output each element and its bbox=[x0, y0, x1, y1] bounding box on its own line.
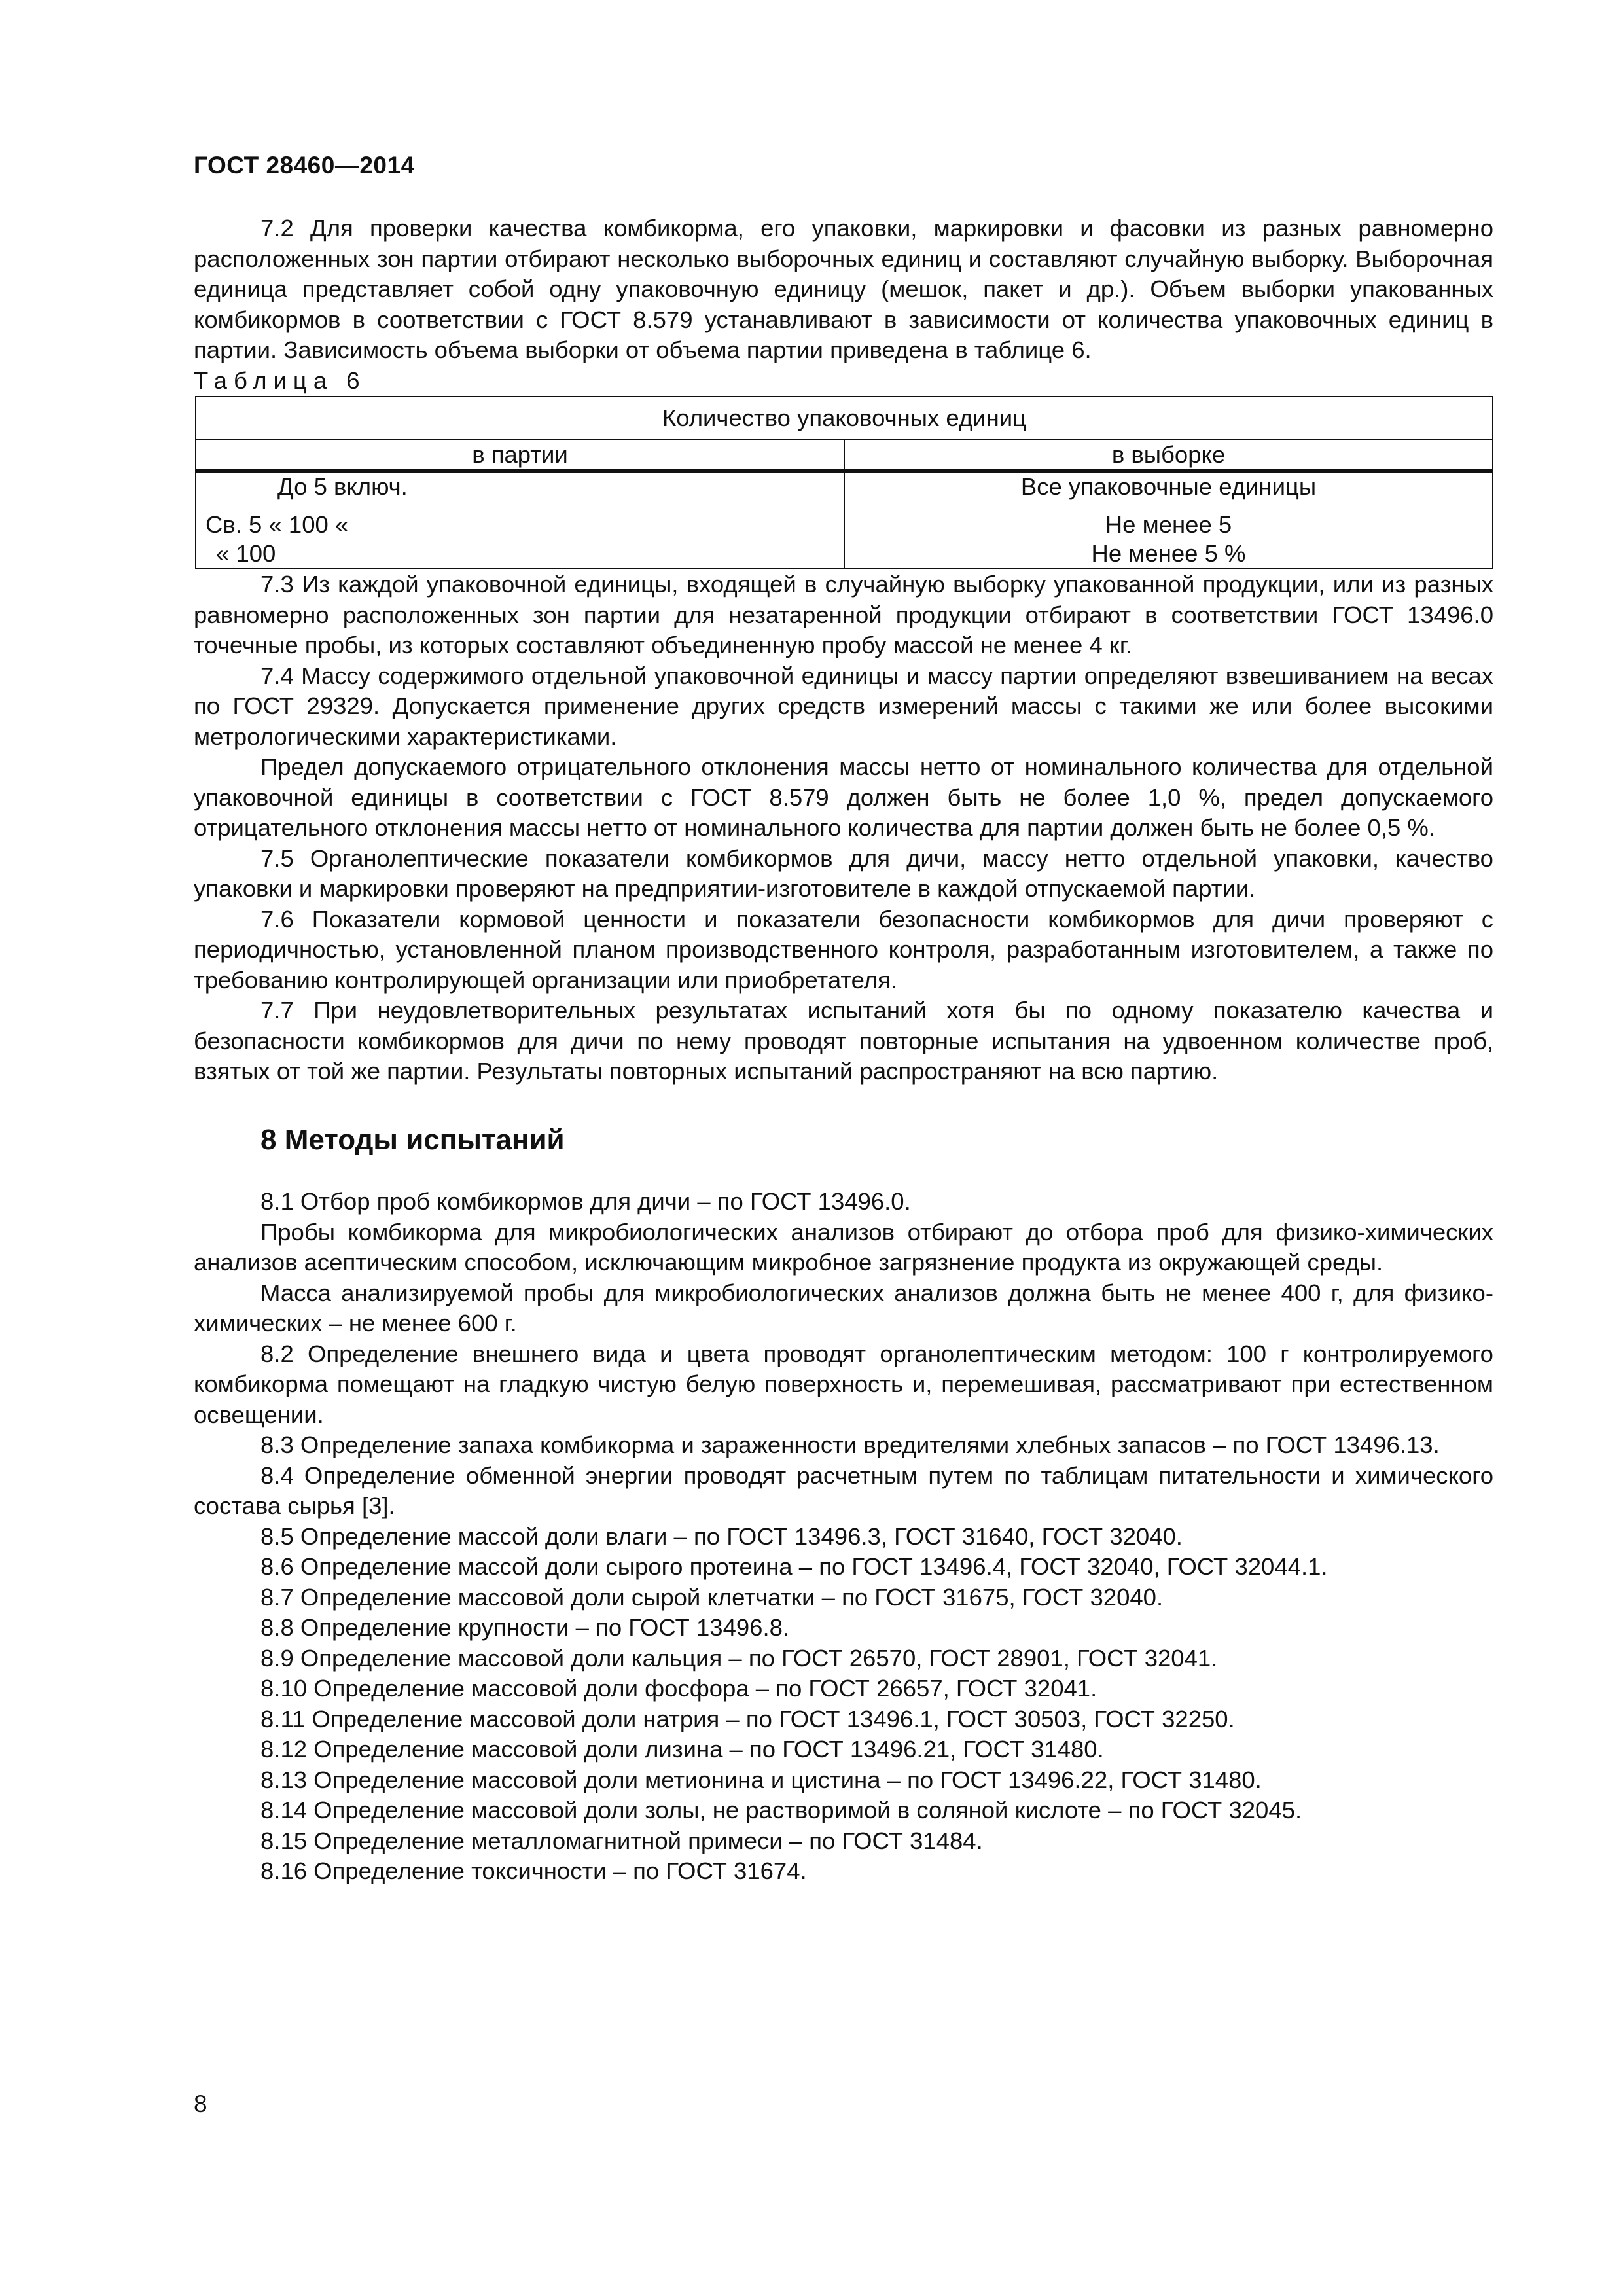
paragraph-7-3: 7.3 Из каждой упаковочной единицы, входящей в случайную выборку упакованной продукции, или из разных равномерно расположенных зон партии для незатаренной продукции отбирают в соответствии ГОСТ 13496.0 точечные пробы, из которых составляют объединенную пробу массой не менее 4 кг. bbox=[194, 571, 1493, 658]
paragraph-7-5: 7.5 Органолептические показатели комбикормов для дичи, массу нетто отдельной упаковки, качество упаковки и маркировки проверяют на предприятии-изготовителе в каждой отпускаемой партии. bbox=[194, 844, 1493, 902]
paragraph-7-6: 7.6 Показатели кормовой ценности и показатели безопасности комбикормов для дичи проверяют с периодичностью, установленной планом производственного контроля, разработанным изготовителем, а также по требованию контролирующей организации или приобретателя. bbox=[194, 905, 1493, 994]
table-row bbox=[196, 539, 1493, 569]
paragraph-8-6: 8.6 Определение массой доли сырого протеина – по ГОСТ 13496.4, ГОСТ 32040, ГОСТ 32044.1. bbox=[260, 1553, 1328, 1580]
paragraph-7-7: 7.7 При неудовлетворительных результатах испытаний хотя бы по одному показателю качества и безопасности комбикормов для дичи по нему проводят повторные испытания на удвоенном количестве проб, взятых от той же партии. Результаты повторных испытаний распространяют на всю партию. bbox=[194, 997, 1493, 1085]
paragraph-8-1: 8.1 Отбор проб комбикормов для дичи – по ГОСТ 13496.0. bbox=[260, 1188, 911, 1215]
table-row bbox=[196, 471, 1493, 502]
paragraph-8-12: 8.12 Определение массовой доли лизина – по ГОСТ 13496.21, ГОСТ 31480. bbox=[260, 1736, 1104, 1763]
table-row bbox=[196, 501, 1493, 539]
paragraph-8-8: 8.8 Определение крупности – по ГОСТ 13496.8. bbox=[260, 1614, 790, 1641]
paragraph-8-16: 8.16 Определение токсичности – по ГОСТ 31674. bbox=[260, 1857, 807, 1884]
table-cell-sample: Все упаковочные единицы bbox=[844, 471, 1493, 502]
table-cell-sample: Не менее 5 bbox=[844, 501, 1493, 539]
document-header: ГОСТ 28460—2014 bbox=[194, 152, 415, 179]
paragraph-8-4: 8.4 Определение обменной энергии проводят расчетным путем по таблицам питательности и химического состава сырья [3]. bbox=[194, 1462, 1493, 1519]
paragraph-7-4: 7.4 Массу содержимого отдельной упаковочной единицы и массу партии определяют взвешиванием на весах по ГОСТ 29329. Допускается применение других средств измерений массы с такими же или более высокими метрологическими характеристиками. bbox=[194, 662, 1493, 750]
paragraph-7-4-limit: Предел допускаемого отрицательного отклонения массы нетто от номинального количества для отдельной упаковочной единицы в соответствии с ГОСТ 8.579 должен быть не более 1,0 %, предел допускаемого отрицательного отклонения массы нетто от номинального количества для партии должен быть не более 0,5 %. bbox=[194, 753, 1493, 841]
table-cell-lot: До 5 включ. bbox=[196, 471, 844, 502]
table-cell-lot: Св. 5 « 100 « bbox=[196, 501, 844, 539]
paragraph-8-3: 8.3 Определение запаха комбикорма и зараженности вредителями хлебных запасов – по ГОСТ 13496.13. bbox=[260, 1431, 1440, 1458]
table-6-col-lot: в партии bbox=[196, 439, 844, 471]
paragraph-7-2: 7.2 Для проверки качества комбикорма, его упаковки, маркировки и фасовки из разных равномерно расположенных зон партии отбирают несколько выборочных единиц и составляют случайную выборку. Выборочная единица представляет собой одну упаковочную единицу (мешок, пакет и др.). Объем выборки упакованных комбикормов в соответствии с ГОСТ 8.579 устанавливают в зависимости от количества упаковочных единиц в партии. Зависимость объема выборки от объема партии приведена в таблице 6. bbox=[194, 215, 1493, 363]
section-8-title: 8 Методы испытаний bbox=[260, 1123, 565, 1156]
table-cell-sample: Не менее 5 % bbox=[844, 539, 1493, 569]
table-6 bbox=[195, 396, 1493, 569]
paragraph-8-10: 8.10 Определение массовой доли фосфора – по ГОСТ 26657, ГОСТ 32041. bbox=[260, 1675, 1097, 1702]
paragraph-8-14: 8.14 Определение массовой доли золы, не растворимой в соляной кислоте – по ГОСТ 32045. bbox=[260, 1797, 1302, 1823]
paragraph-8-15: 8.15 Определение металломагнитной примеси – по ГОСТ 31484. bbox=[260, 1827, 983, 1854]
paragraph-8-1-sampling: Пробы комбикорма для микробиологических анализов отбирают до отбора проб для физико-химических анализов асептическим способом, исключающим микробное загрязнение продукта из окружающей среды. bbox=[194, 1218, 1493, 1276]
paragraph-8-1-mass: Масса анализируемой пробы для микробиологических анализов должна быть не менее 400 г, для физико-химических – не менее 600 г. bbox=[194, 1279, 1493, 1336]
page-number: 8 bbox=[194, 2090, 207, 2117]
table-6-header: Количество упаковочных единиц bbox=[196, 397, 1493, 439]
paragraph-8-7: 8.7 Определение массовой доли сырой клетчатки – по ГОСТ 31675, ГОСТ 32040. bbox=[260, 1583, 1164, 1611]
table-cell-lot: « 100 bbox=[196, 539, 844, 569]
paragraph-8-5: 8.5 Определение массой доли влаги – по ГОСТ 13496.3, ГОСТ 31640, ГОСТ 32040. bbox=[260, 1522, 1183, 1550]
paragraph-8-11: 8.11 Определение массовой доли натрия – по ГОСТ 13496.1, ГОСТ 30503, ГОСТ 32250. bbox=[260, 1705, 1235, 1732]
table-6-caption: Таблица 6 bbox=[194, 367, 366, 394]
document-body bbox=[194, 213, 1493, 1887]
paragraph-8-2: 8.2 Определение внешнего вида и цвета проводят органолептическим методом: 100 г контролируемого комбикорма помещают на гладкую чистую белую поверхность и, перемешивая, рассматривают при естественном освещении. bbox=[194, 1340, 1493, 1428]
table-6-col-sample: в выборке bbox=[844, 439, 1493, 471]
paragraph-8-13: 8.13 Определение массовой доли метионина и цистина – по ГОСТ 13496.22, ГОСТ 31480. bbox=[260, 1766, 1262, 1793]
paragraph-8-9: 8.9 Определение массовой доли кальция – по ГОСТ 26570, ГОСТ 28901, ГОСТ 32041. bbox=[260, 1644, 1218, 1672]
